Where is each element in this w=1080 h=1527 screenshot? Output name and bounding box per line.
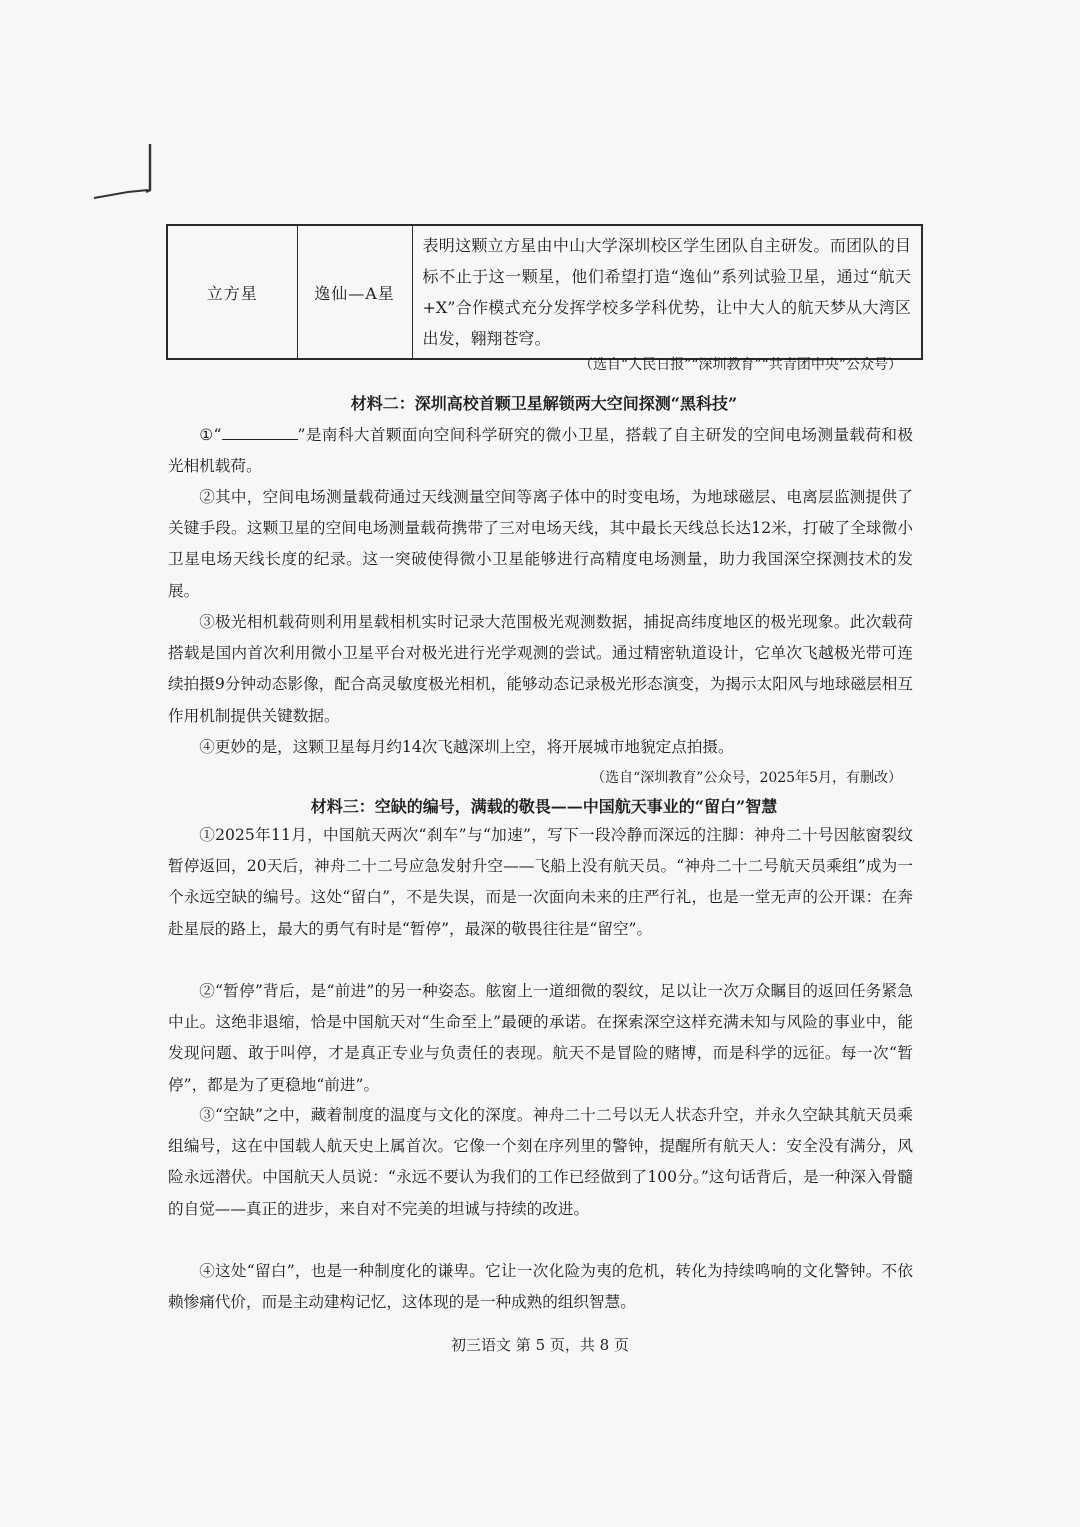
table-cell-description: 表明这颗立方星由中山大学深圳校区学生团队自主研发。而团队的目标不止于这一颗星，他们希望打造“逸仙”系列试验卫星，通过“航天+X”合作模式充分发挥学校多学科优势，让中大人的航天梦从大湾区出发，翱翔苍穹。 xyxy=(412,225,922,359)
page-footer: 初三语文 第 5 页，共 8 页 xyxy=(451,1336,629,1354)
material-3-paragraph-2: ②“暂停”背后，是“前进”的另一种姿态。舷窗上一道细微的裂纹，足以让一次万众瞩目的返回任务紧急中止。这绝非退缩，恰是中国航天对“生命至上”最硬的承诺。在探索深空这样充满未知与风险的事业中，能发现问题、敢于叫停，才是真正专业与负责任的表现。航天不是冒险的赌博，而是科学的远征。每一次“暂停”，都是为了更稳地“前进”。 xyxy=(168,982,913,1094)
material-2-paragraph-4: ④更妙的是，这颗卫星每月约14次飞越深圳上空，将开展城市地貌定点拍摄。 xyxy=(199,738,734,756)
satellite-info-table xyxy=(166,224,923,360)
material-2-heading: 材料二：深圳高校首颗卫星解锁两大空间探测“黑科技” xyxy=(350,394,738,413)
material-2-paragraph-2: ②其中，空间电场测量载荷通过天线测量空间等离子体中的时变电场，为地球磁层、电离层监测提供了关键手段。这颗卫星的空间电场测量载荷携带了三对电场天线，其中最长天线总长达12米，打破了全球微小卫星电场天线长度的纪录。这一突破使得微小卫星能够进行高精度电场测量，助力我国深空探测技术的发展。 xyxy=(168,488,913,600)
material-2-paragraph-1 xyxy=(168,420,913,482)
binding-corner-mark xyxy=(92,142,156,202)
material-3-paragraph-1: ①2025年11月，中国航天两次“刹车”与“加速”，写下一段冷静而深远的注脚：神舟二十号因舷窗裂纹暂停返回，20天后，神舟二十二号应急发射升空——飞船上没有航天员。“神舟二十二号航天员乘组”成为一个永远空缺的编号。这处“留白”，不是失误，而是一次面向未来的庄严行礼，也是一堂无声的公开课：在奔赴星辰的路上，最大的勇气有时是“暂停”，最深的敬畏往往是“留空”。 xyxy=(168,826,913,938)
paragraph-text: ①“ xyxy=(199,426,222,444)
material-2-paragraph-3: ③极光相机载荷则利用星载相机实时记录大范围极光观测数据，捕捉高纬度地区的极光现象。此次载荷搭载是国内首次利用微小卫星平台对极光进行光学观测的尝试。通过精密轨道设计，它单次飞越极光带可连续拍摄9分钟动态影像，配合高灵敏度极光相机，能够动态记录极光形态演变，为揭示太阳风与地球磁层相互作用机制提供关键数据。 xyxy=(168,613,913,725)
material-3-paragraph-4: ④这处“留白”，也是一种制度化的谦卑。它让一次化险为夷的危机，转化为持续鸣响的文化警钟。不依赖惨痛代价，而是主动建构记忆，这体现的是一种成熟的组织智慧。 xyxy=(168,1262,913,1312)
table-cell-satellite-name: 逸仙—A星 xyxy=(297,225,412,359)
table-row xyxy=(167,225,922,359)
material-3-heading: 材料三：空缺的编号，满载的敬畏——中国航天事业的“留白”智慧 xyxy=(310,797,778,816)
paragraph-text: ”是南科大首颗面向空间科学研究的微小卫星，搭载了自主研发的空间电场测量载荷和极光相机载荷。 xyxy=(168,426,914,476)
source-citation-2: （选自“深圳教育”公众号，2025年5月，有删改） xyxy=(591,770,902,786)
source-citation-1: （选自“人民日报”“深圳教育”“共青团中央”公众号） xyxy=(579,357,902,373)
table-cell-category: 立方星 xyxy=(167,225,297,359)
fill-in-blank xyxy=(222,425,298,440)
material-3-paragraph-3: ③“空缺”之中，藏着制度的温度与文化的深度。神舟二十二号以无人状态升空，并永久空缺其航天员乘组编号，这在中国载人航天史上属首次。它像一个刻在序列里的警钟，提醒所有航天人：安全没有满分，风险永远潜伏。中国航天人员说：“永远不要认为我们的工作已经做到了100分。”这句话背后，是一种深入骨髓的自觉——真正的进步，来自对不完美的坦诚与持续的改进。 xyxy=(168,1106,913,1218)
